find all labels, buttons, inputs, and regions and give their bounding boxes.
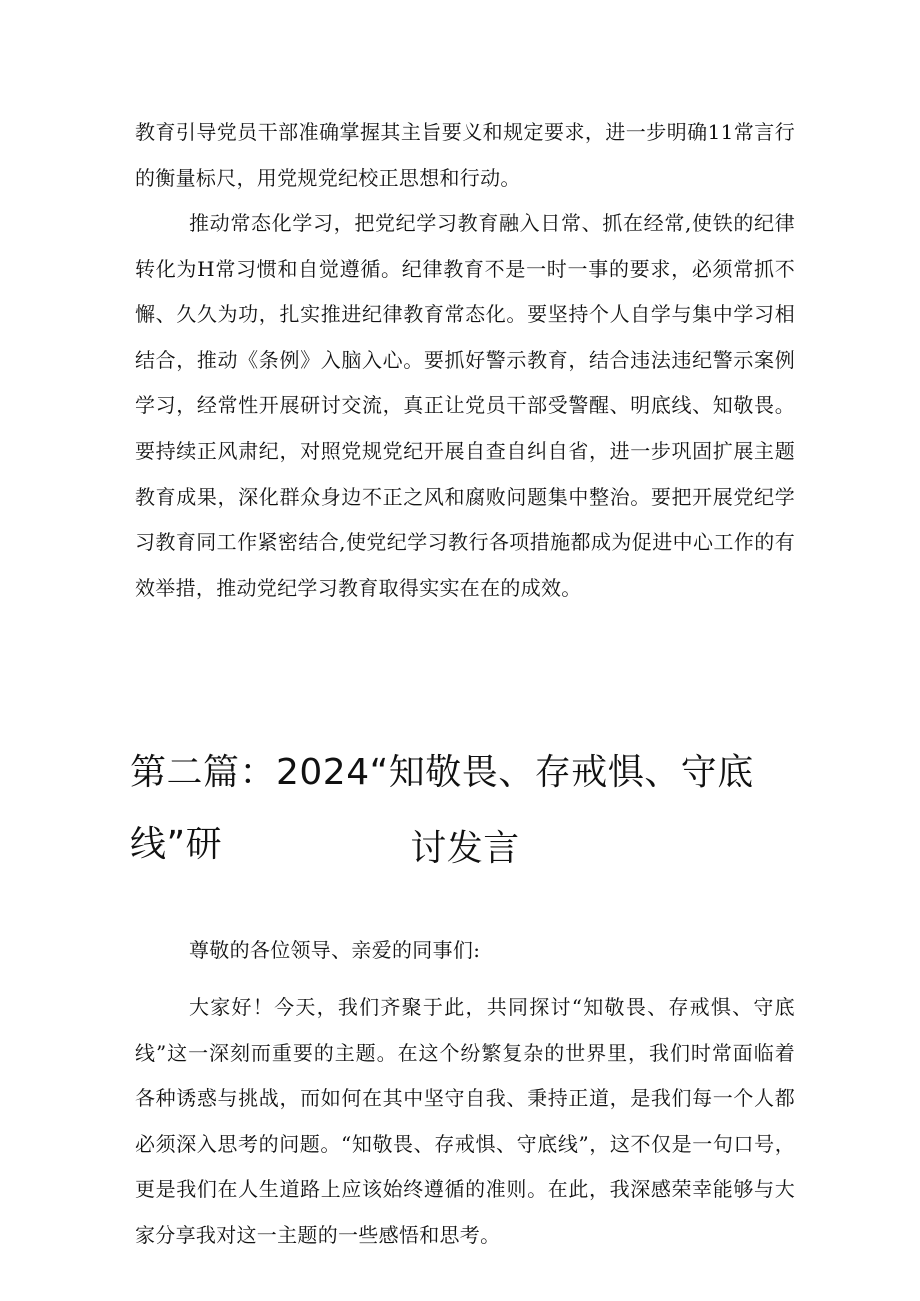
paragraph-routine-study: 推动常态化学习，把党纪学习教育融入日常、抓在经常,使铁的纪律转化为H常习惯和自觉遵循。纪律教育不是一时一事的要求，必须常抓不懈、久久为功，扎实推进纪律教育常态化。要坚持个人自学与集中学习相结合，推动《条例》入脑入心。要抓好警示教育，结合违法违纪警示案例学习，经常性开展研讨交流，真正让党员干部受警醒、明底线、知敬畏。要持续正风肃纪，对照党规党纪开展自查自纠自省，进一步巩固扩展主题教育成果，深化群众身边不正之风和腐败问题集中整治。要把开展党纪学习教育同工作紧密结合,使党纪学习教行各项措施都成为促进中心工作的有效举措，推动党纪学习教育取得实实在在的成效。: [135, 211, 795, 600]
section-heading-line2: 讨发言: [410, 828, 520, 869]
section-heading-line1: 第二篇：2024“知敬畏、存戒惧、守底线”研: [130, 752, 754, 865]
salutation: 尊敬的各位领导、亲爱的同事们:: [189, 938, 481, 962]
paragraph-continuation: 教育引导党员干部准确掌握其主旨要义和规定要求，进一步明确11常言行的衡量标尺，用党规党纪校正思想和行动。: [135, 120, 795, 190]
paragraph-opening: 大家好！今天，我们齐聚于此，共同探讨“知敬畏、存戒惧、守底线”这一深刻而重要的主题。在这个纷繁复杂的世界里，我们时常面临着各种诱惑与挑战，而如何在其中坚守自我、秉持正道，是我们每一个人都必须深入思考的问题。“知敬畏、存戒惧、守底线”，这不仅是一句口号，更是我们在人生道路上应该始终遵循的准则。在此，我深感荣幸能够与大家分享我对这一主题的一些感悟和思考。: [135, 995, 795, 1247]
